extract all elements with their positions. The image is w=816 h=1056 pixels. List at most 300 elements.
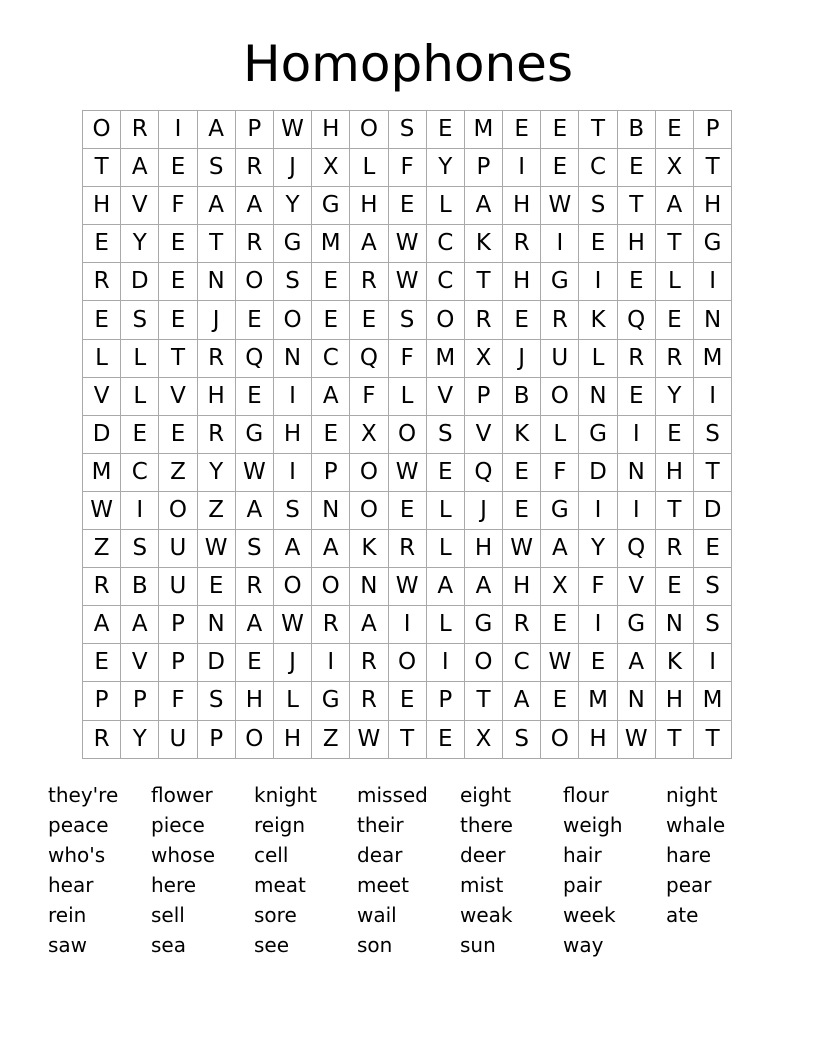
word-list-item: deer (460, 843, 506, 867)
grid-cell: I (273, 377, 311, 415)
word-list-item: mist (460, 873, 504, 897)
grid-cell: C (121, 453, 159, 491)
grid-row (83, 339, 732, 377)
grid-cell: X (541, 568, 579, 606)
grid-cell: E (541, 111, 579, 149)
word-list-item: pair (563, 873, 602, 897)
grid-cell: P (83, 682, 121, 720)
grid-cell: F (541, 453, 579, 491)
grid-cell: N (273, 339, 311, 377)
grid-cell: A (350, 225, 388, 263)
grid-cell: P (197, 720, 235, 758)
grid-cell: W (388, 263, 426, 301)
grid-cell: M (694, 339, 732, 377)
grid-cell: A (312, 377, 350, 415)
grid-cell: K (655, 644, 693, 682)
grid-cell: B (121, 568, 159, 606)
grid-cell: I (121, 491, 159, 529)
grid-cell: W (273, 606, 311, 644)
grid-cell: E (312, 415, 350, 453)
grid-cell: Y (655, 377, 693, 415)
grid-cell: K (503, 415, 541, 453)
grid-cell: J (273, 149, 311, 187)
grid-cell: T (159, 339, 197, 377)
grid-cell: L (655, 263, 693, 301)
grid-cell: E (579, 225, 617, 263)
grid-cell: O (426, 301, 464, 339)
grid-cell: O (388, 644, 426, 682)
grid-cell: H (503, 568, 541, 606)
grid-cell: F (159, 187, 197, 225)
word-list-item: they're (48, 783, 119, 807)
grid-cell: E (83, 644, 121, 682)
word-list-item: see (254, 933, 290, 957)
grid-cell: D (121, 263, 159, 301)
grid-cell: M (464, 111, 502, 149)
word-list-item: pear (666, 873, 712, 897)
grid-cell: G (464, 606, 502, 644)
word-list-item: sore (254, 903, 297, 927)
grid-cell: V (159, 377, 197, 415)
grid-cell: J (273, 644, 311, 682)
grid-cell: N (197, 263, 235, 301)
grid-cell: W (388, 568, 426, 606)
grid-cell: W (350, 720, 388, 758)
word-list-item: hare (666, 843, 712, 867)
grid-cell: G (312, 682, 350, 720)
grid-cell: E (235, 644, 273, 682)
grid-cell: W (197, 530, 235, 568)
grid-cell: Z (159, 453, 197, 491)
grid-cell: O (541, 720, 579, 758)
grid-cell: R (655, 339, 693, 377)
grid-cell: F (388, 149, 426, 187)
grid-cell: A (273, 530, 311, 568)
grid-cell: O (273, 301, 311, 339)
grid-row (83, 530, 732, 568)
grid-cell: E (235, 301, 273, 339)
grid-cell: D (579, 453, 617, 491)
grid-cell: A (235, 491, 273, 529)
grid-cell: R (350, 682, 388, 720)
grid-cell: K (579, 301, 617, 339)
grid-cell: I (694, 377, 732, 415)
grid-row (83, 111, 732, 149)
grid-cell: L (121, 339, 159, 377)
grid-cell: L (579, 339, 617, 377)
grid-cell: I (579, 491, 617, 529)
grid-cell: Y (197, 453, 235, 491)
grid-cell: A (235, 606, 273, 644)
grid-cell: P (464, 149, 502, 187)
grid-cell: M (426, 339, 464, 377)
grid-row (83, 682, 732, 720)
grid-row (83, 187, 732, 225)
grid-row (83, 453, 732, 491)
grid-cell: I (426, 644, 464, 682)
grid-cell: E (617, 149, 655, 187)
grid-cell: W (617, 720, 655, 758)
grid-cell: P (426, 682, 464, 720)
grid-cell: T (655, 491, 693, 529)
grid-cell: T (83, 149, 121, 187)
word-list-item: dear (357, 843, 403, 867)
grid-cell: F (350, 377, 388, 415)
grid-cell: A (426, 568, 464, 606)
grid-cell: P (159, 606, 197, 644)
grid-row (83, 644, 732, 682)
grid-cell: N (617, 682, 655, 720)
grid-cell: E (426, 453, 464, 491)
word-list-item: night (666, 783, 718, 807)
grid-cell: O (350, 453, 388, 491)
grid-cell: E (159, 263, 197, 301)
word-list-item: piece (151, 813, 205, 837)
grid-cell: E (617, 263, 655, 301)
grid-cell: G (235, 415, 273, 453)
grid-cell: H (273, 415, 311, 453)
grid-cell: I (617, 415, 655, 453)
grid-row (83, 491, 732, 529)
word-list-item: their (357, 813, 404, 837)
grid-cell: H (579, 720, 617, 758)
grid-cell: X (464, 339, 502, 377)
grid-cell: S (197, 149, 235, 187)
grid-cell: R (121, 111, 159, 149)
word-list-item: reign (254, 813, 306, 837)
word-list-item: here (151, 873, 197, 897)
grid-cell: S (121, 301, 159, 339)
grid-cell: O (388, 415, 426, 453)
grid-cell: E (541, 682, 579, 720)
grid-cell: E (350, 301, 388, 339)
grid-row (83, 149, 732, 187)
grid-cell: K (350, 530, 388, 568)
grid-cell: A (617, 644, 655, 682)
grid-cell: H (655, 682, 693, 720)
grid-body (83, 111, 732, 759)
grid-cell: H (235, 682, 273, 720)
grid-cell: B (617, 111, 655, 149)
word-list-item: hear (48, 873, 94, 897)
grid-cell: E (121, 415, 159, 453)
grid-cell: G (273, 225, 311, 263)
grid-cell: E (655, 111, 693, 149)
grid-cell: E (83, 301, 121, 339)
grid-cell: W (541, 187, 579, 225)
word-list-item: knight (254, 783, 318, 807)
grid-cell: Q (464, 453, 502, 491)
grid-cell: U (159, 720, 197, 758)
grid-cell: I (312, 644, 350, 682)
grid-cell: F (388, 339, 426, 377)
grid-cell: H (312, 111, 350, 149)
grid-cell: T (655, 720, 693, 758)
grid-cell: N (197, 606, 235, 644)
grid-cell: Q (617, 301, 655, 339)
grid-cell: E (694, 530, 732, 568)
word-list-item: flower (151, 783, 213, 807)
grid-cell: F (579, 568, 617, 606)
grid-cell: S (121, 530, 159, 568)
grid-cell: O (235, 720, 273, 758)
grid-cell: S (694, 568, 732, 606)
grid-cell: N (655, 606, 693, 644)
grid-cell: O (83, 111, 121, 149)
grid-cell: T (464, 263, 502, 301)
grid-cell: A (83, 606, 121, 644)
grid-cell: W (273, 111, 311, 149)
grid-cell: C (426, 225, 464, 263)
grid-cell: T (579, 111, 617, 149)
word-list-item: way (563, 933, 604, 957)
grid-cell: R (350, 644, 388, 682)
grid-cell: I (273, 453, 311, 491)
grid-cell: P (235, 111, 273, 149)
grid-cell: S (426, 415, 464, 453)
word-list-item: sell (151, 903, 185, 927)
grid-cell: H (503, 187, 541, 225)
grid-cell: W (83, 491, 121, 529)
grid-cell: V (83, 377, 121, 415)
grid-cell: H (694, 187, 732, 225)
grid-cell: R (617, 339, 655, 377)
grid-cell: M (83, 453, 121, 491)
word-list (48, 780, 769, 960)
grid-cell: E (579, 644, 617, 682)
grid-cell: O (350, 491, 388, 529)
grid-cell: T (694, 720, 732, 758)
word-list-item: cell (254, 843, 289, 867)
grid-cell: V (617, 568, 655, 606)
grid-cell: E (655, 301, 693, 339)
grid-cell: M (694, 682, 732, 720)
grid-cell: A (121, 149, 159, 187)
grid-cell: N (579, 377, 617, 415)
word-list-item: son (357, 933, 393, 957)
grid-cell: R (235, 568, 273, 606)
grid-cell: U (541, 339, 579, 377)
word-list-item: wail (357, 903, 397, 927)
grid-cell: R (235, 149, 273, 187)
grid-cell: I (503, 149, 541, 187)
grid-cell: U (159, 530, 197, 568)
word-list-item: meat (254, 873, 306, 897)
grid-row (83, 415, 732, 453)
grid-cell: H (273, 720, 311, 758)
grid-cell: A (121, 606, 159, 644)
grid-cell: C (426, 263, 464, 301)
grid-cell: S (694, 606, 732, 644)
grid-cell: R (83, 568, 121, 606)
grid-cell: T (694, 453, 732, 491)
grid-cell: G (694, 225, 732, 263)
grid-cell: L (83, 339, 121, 377)
grid-cell: P (464, 377, 502, 415)
grid-cell: T (655, 225, 693, 263)
grid-cell: T (617, 187, 655, 225)
grid-cell: J (197, 301, 235, 339)
grid-cell: F (159, 682, 197, 720)
page-title: Homophones (242, 35, 573, 93)
grid-cell: L (121, 377, 159, 415)
grid-cell: W (235, 453, 273, 491)
grid-cell: B (503, 377, 541, 415)
grid-cell: T (388, 720, 426, 758)
grid-cell: S (503, 720, 541, 758)
grid-cell: R (312, 606, 350, 644)
grid-cell: P (694, 111, 732, 149)
word-list-item: whose (151, 843, 215, 867)
grid-cell: E (159, 225, 197, 263)
grid-cell: M (579, 682, 617, 720)
word-list-item: flour (563, 783, 609, 807)
grid-cell: E (617, 377, 655, 415)
grid-cell: V (426, 377, 464, 415)
grid-cell: R (83, 263, 121, 301)
grid-cell: W (388, 453, 426, 491)
grid-cell: H (464, 530, 502, 568)
grid-cell: R (197, 415, 235, 453)
grid-cell: X (350, 415, 388, 453)
grid-cell: C (579, 149, 617, 187)
grid-cell: G (541, 491, 579, 529)
grid-cell: Z (312, 720, 350, 758)
grid-cell: Q (350, 339, 388, 377)
word-list-item: eight (460, 783, 512, 807)
word-list-item: whale (666, 813, 726, 837)
grid-cell: E (503, 111, 541, 149)
grid-cell: A (197, 111, 235, 149)
word-list-item: sun (460, 933, 496, 957)
grid-cell: E (388, 491, 426, 529)
grid-cell: O (235, 263, 273, 301)
grid-cell: I (694, 644, 732, 682)
grid-cell: R (388, 530, 426, 568)
grid-cell: I (694, 263, 732, 301)
grid-cell: O (464, 644, 502, 682)
grid-cell: O (541, 377, 579, 415)
grid-cell: D (197, 644, 235, 682)
grid-row (83, 568, 732, 606)
grid-cell: S (235, 530, 273, 568)
grid-cell: N (350, 568, 388, 606)
word-list-item: rein (48, 903, 87, 927)
grid-row (83, 263, 732, 301)
grid-cell: G (541, 263, 579, 301)
grid-cell: E (426, 111, 464, 149)
grid-cell: A (350, 606, 388, 644)
grid-cell: A (197, 187, 235, 225)
grid-cell: J (464, 491, 502, 529)
grid-cell: H (197, 377, 235, 415)
grid-cell: R (503, 606, 541, 644)
grid-cell: R (464, 301, 502, 339)
grid-cell: E (503, 491, 541, 529)
grid-cell: A (312, 530, 350, 568)
grid-cell: Y (273, 187, 311, 225)
grid-cell: E (312, 301, 350, 339)
grid-cell: D (83, 415, 121, 453)
grid-cell: C (312, 339, 350, 377)
grid-cell: E (159, 301, 197, 339)
grid-cell: L (541, 415, 579, 453)
grid-cell: H (503, 263, 541, 301)
grid-cell: L (426, 491, 464, 529)
grid-cell: P (121, 682, 159, 720)
grid-cell: G (617, 606, 655, 644)
word-list-item: hair (563, 843, 602, 867)
word-list-item: ate (666, 903, 699, 927)
grid-cell: A (235, 187, 273, 225)
grid-cell: E (655, 568, 693, 606)
grid-cell: S (197, 682, 235, 720)
grid-cell: I (159, 111, 197, 149)
grid-cell: E (159, 149, 197, 187)
grid-cell: I (617, 491, 655, 529)
grid-cell: H (83, 187, 121, 225)
word-list-item: weigh (563, 813, 623, 837)
grid-cell: E (541, 606, 579, 644)
grid-cell: X (655, 149, 693, 187)
grid-cell: R (503, 225, 541, 263)
grid-cell: I (579, 263, 617, 301)
grid-cell: T (464, 682, 502, 720)
grid-row (83, 301, 732, 339)
grid-cell: W (388, 225, 426, 263)
grid-cell: V (121, 644, 159, 682)
grid-cell: S (388, 111, 426, 149)
grid-cell: Q (617, 530, 655, 568)
grid-cell: A (655, 187, 693, 225)
grid-cell: Z (83, 530, 121, 568)
grid-cell: N (694, 301, 732, 339)
grid-cell: L (426, 606, 464, 644)
grid-cell: S (694, 415, 732, 453)
grid-cell: E (312, 263, 350, 301)
grid-cell: K (464, 225, 502, 263)
grid-cell: H (617, 225, 655, 263)
grid-cell: Y (426, 149, 464, 187)
grid-cell: X (464, 720, 502, 758)
word-list-item: saw (48, 933, 88, 957)
grid-cell: R (83, 720, 121, 758)
grid-cell: E (388, 682, 426, 720)
grid-cell: E (503, 301, 541, 339)
grid-cell: M (312, 225, 350, 263)
grid-row (83, 606, 732, 644)
grid-cell: A (464, 568, 502, 606)
grid-cell: L (426, 187, 464, 225)
grid-cell: E (83, 225, 121, 263)
grid-cell: O (273, 568, 311, 606)
word-list-item: there (460, 813, 513, 837)
grid-cell: L (426, 530, 464, 568)
grid-cell: E (388, 187, 426, 225)
grid-cell: I (579, 606, 617, 644)
grid-cell: X (312, 149, 350, 187)
grid-row (83, 377, 732, 415)
grid-cell: Y (121, 720, 159, 758)
grid-cell: U (159, 568, 197, 606)
word-search-grid (82, 110, 732, 759)
grid-cell: Y (121, 225, 159, 263)
grid-cell: R (655, 530, 693, 568)
grid-cell: S (388, 301, 426, 339)
grid-cell: L (350, 149, 388, 187)
grid-cell: Q (235, 339, 273, 377)
word-list-item: who's (48, 843, 106, 867)
